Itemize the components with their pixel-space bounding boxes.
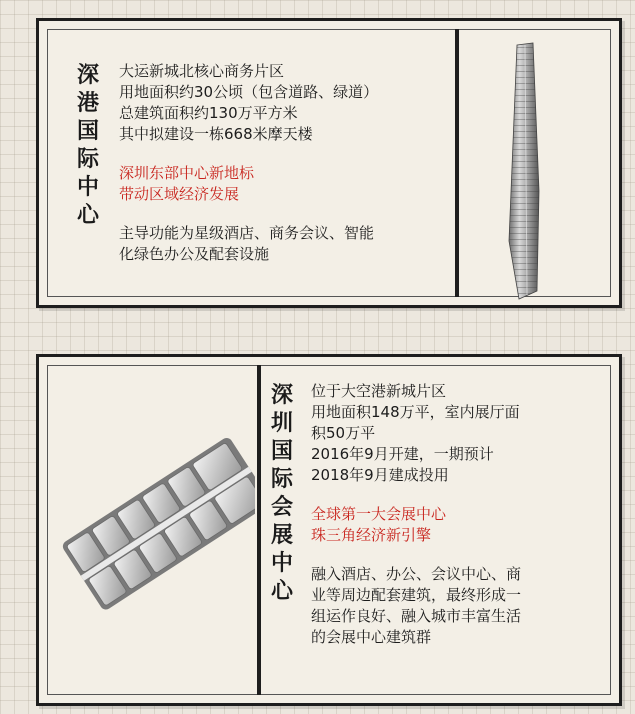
desc-line: 积50万平: [311, 424, 376, 442]
skyscraper-image: [499, 41, 559, 303]
desc-line: 其中拟建设一栋668米摩天楼: [119, 125, 313, 143]
card-title: 深圳国际会展中心: [270, 382, 293, 604]
card-divider: [455, 29, 459, 297]
desc-line: 用地面积约30公顷（包含道路、绿道）: [119, 83, 379, 101]
highlight-line: 珠三角经济新引擎: [311, 526, 432, 544]
function-line: 的会展中心建筑群: [311, 628, 432, 646]
card-title: 深港国际中心: [76, 62, 99, 228]
project-card-shenzhen-hk-center: [36, 18, 622, 308]
desc-line: 大运新城北核心商务片区: [119, 62, 285, 80]
highlight-line: 全球第一大会展中心: [311, 505, 447, 523]
function-line: 融入酒店、办公、会议中心、商: [311, 565, 522, 583]
card-divider: [257, 365, 261, 695]
desc-line: 2016年9月开建，一期预计: [311, 445, 494, 463]
exhibition-center-image: [49, 413, 255, 653]
highlight-line: 带动区域经济发展: [119, 185, 240, 203]
highlight-line: 深圳东部中心新地标: [119, 164, 255, 182]
function-line: 组运作良好、融入城市丰富生活: [311, 607, 522, 625]
function-line: 化绿色办公及配套设施: [119, 245, 270, 263]
desc-line: 总建筑面积约130万平方米: [119, 104, 298, 122]
function-line: 主导功能为星级酒店、商务会议、智能: [119, 224, 375, 242]
desc-line: 位于大空港新城片区: [311, 382, 447, 400]
desc-line: 用地面积148万平，室内展厅面: [311, 403, 520, 421]
project-card-shenzhen-expo-center: [36, 354, 622, 706]
desc-line: 2018年9月建成投用: [311, 466, 449, 484]
function-line: 业等周边配套建筑，最终形成一: [311, 586, 522, 604]
card-description: [119, 61, 449, 265]
card-description: [311, 381, 611, 648]
